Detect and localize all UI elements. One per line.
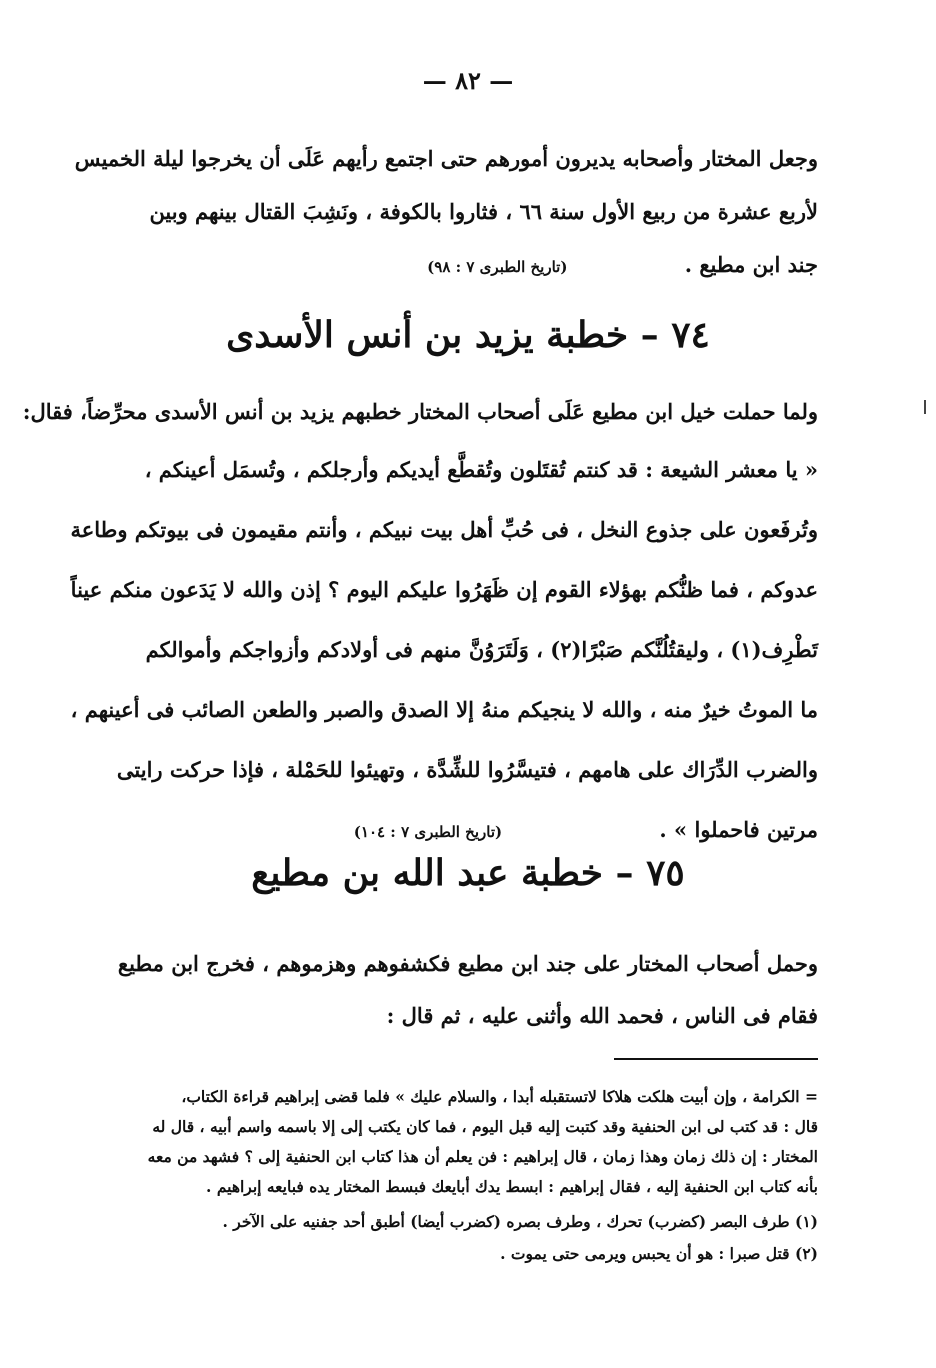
footnote-divider bbox=[614, 1058, 818, 1060]
text-line: تَطْرِف(١) ، وليقتُلُنَّكم صَبْرًا(٢) ، وَلَتَرَوُنَّ منهم فى أولادكم وأزواجكم وأموالكم bbox=[145, 637, 818, 662]
footnote-continuation-line: المختار : إن ذلك زمان وهذا زمان ، قال إبراهيم : فن يعلم أن هذا كتاب ابن الحنفية إلى ؟ فشهد من معه bbox=[147, 1147, 818, 1166]
footnote-continuation-line: قال : قد كتب لى ابن الحنفية وقد كتبت إليه قبل اليوم ، فما كان يكتب إلى إلا باسمه واسم أبيه ، قال له bbox=[152, 1117, 818, 1136]
speech-paragraph-74 bbox=[22, 384, 818, 862]
source-citation: (تاريخ الطبرى ٧ : ١٠٤) bbox=[353, 823, 503, 841]
text-line bbox=[118, 238, 818, 294]
intro-paragraph bbox=[74, 132, 818, 294]
text-line: وتُرفَعون على جذوع النخل ، فى حُبِّ أهل بيت نبيكم ، وأنتم مقيمون فى بيوتكم وطاعة bbox=[70, 517, 818, 542]
text-line-body: مرتين فاحملوا » . bbox=[659, 817, 818, 842]
section-heading-74: ٧٤ – خطبة يزيد بن أنس الأسدى bbox=[226, 314, 710, 356]
text-line: لأربع عشرة من ربيع الأول سنة ٦٦ ، فثاروا بالكوفة ، ونَشِبَ القتال بينهم وبين bbox=[149, 199, 818, 224]
text-line: وحمل أصحاب المختار على جند ابن مطيع فكشفوهم وهزموهم ، فخرج ابن مطيع bbox=[117, 951, 818, 976]
footnote-2: (٢) قتل صبرا : هو أن يحبس ويرمى حتى يموت . bbox=[500, 1244, 818, 1263]
footnote-1: (١) طرف البصر (كضرب) تحرك ، وطرف بصره (كضرب أيضا) أطبق أحد جفنيه على الآخر . bbox=[222, 1212, 818, 1231]
text-line: ولما حملت خيل ابن مطيع عَلَى أصحاب المختار خطبهم يزيد بن أنس الأسدى محرِّضاً، فقال: bbox=[22, 399, 818, 424]
text-line: فقام فى الناس ، فحمد الله وأثنى عليه ، ثم قال : bbox=[386, 1003, 818, 1028]
source-citation: (تاريخ الطبرى ٧ : ٩٨) bbox=[427, 258, 568, 276]
footnotes bbox=[118, 1082, 818, 1270]
footnote-continuation-line: = الكرامة ، وإن أبيت هلكت هلاكا لاتستقبله أبدا ، والسلام عليك » فلما قضى إبراهيم قراءة الكتاب، bbox=[181, 1087, 818, 1106]
text-line: ما الموتُ خيرٌ منه ، والله لا ينجيكم منهُ إلا الصدق والصبر والطعن الصائب فى أعينهم ، bbox=[70, 697, 818, 722]
scan-edge-mark bbox=[924, 400, 926, 414]
section-heading-75: ٧٥ – خطبة عبد الله بن مطيع bbox=[251, 852, 685, 894]
footnote-continuation-line: بأنه كتاب ابن الحنفية إليه ، فقال إبراهيم : ابسط يدك أبايعك فبسط المختار يده فبايعه إبراهيم . bbox=[206, 1177, 818, 1196]
text-line: والضرب الدِّرَاك على هامهم ، فتيسَّرُوا للشِّدَّة ، وتهيئوا للحَمْلة ، فإذا حركت رايتى bbox=[116, 757, 818, 782]
text-line-body: جند ابن مطيع . bbox=[684, 252, 818, 277]
page-number: — ٨٢ — bbox=[422, 66, 514, 95]
text-line: عدوكم ، فما ظنُّكم بهؤلاء القوم إن ظَهَرُوا عليكم اليوم ؟ إذن والله لا يَدَعون منكم عيناً bbox=[70, 577, 818, 602]
text-line: وجعل المختار وأصحابه يديرون أمورهم حتى اجتمع رأيهم عَلَى أن يخرجوا ليلة الخميس bbox=[74, 146, 818, 171]
text-line: « يا معشر الشيعة : قد كنتم تُقتَلون وتُقطَّع أيديكم وأرجلكم ، وتُسمَل أعينكم ، bbox=[144, 457, 818, 482]
speech-paragraph-75 bbox=[118, 938, 818, 1042]
